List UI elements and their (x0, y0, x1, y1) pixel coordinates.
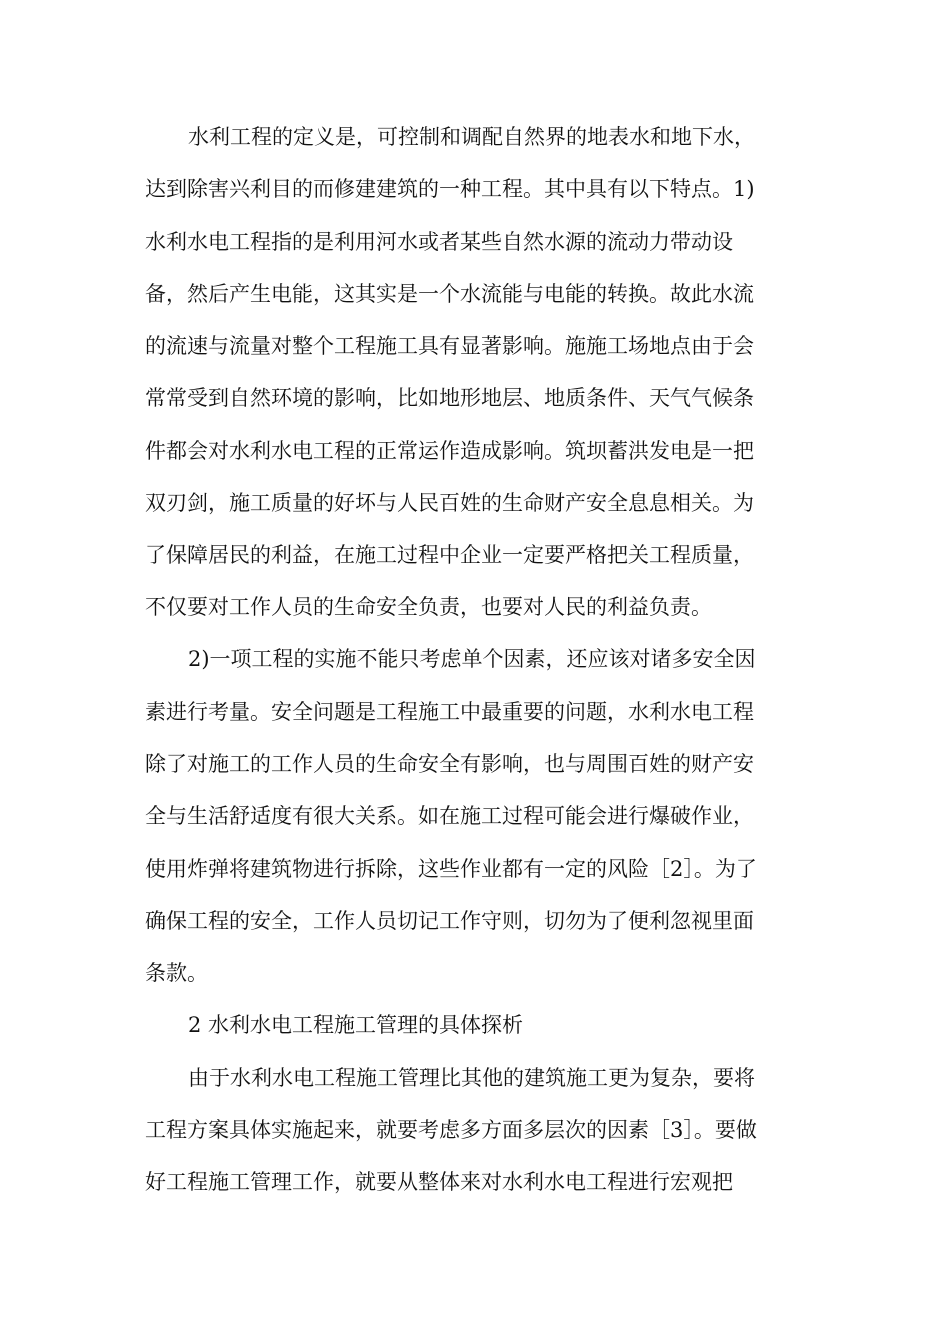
paragraph-3-line-3: 好工程施工管理工作，就要从整体来对水利水电工程进行宏观把 (145, 1170, 733, 1194)
section-heading: 2 水利水电工程施工管理的具体探析 (188, 1013, 524, 1037)
paragraph-2-line-1: 2)一项工程的实施不能只考虑单个因素，还应该对诸多安全因 (188, 647, 756, 671)
paragraph-1-line-10: 不仅要对工作人员的生命安全负责，也要对人民的利益负责。 (145, 595, 712, 619)
paragraph-1-line-6: 常常受到自然环境的影响，比如地形地层、地质条件、天气气候条 (145, 386, 754, 410)
paragraph-1-line-9: 了保障居民的利益，在施工过程中企业一定要严格把关工程质量， (145, 543, 754, 567)
paragraph-1-line-4: 备，然后产生电能，这其实是一个水流能与电能的转换。故此水流 (145, 282, 754, 306)
paragraph-1-line-7: 件都会对水利水电工程的正常运作造成影响。筑坝蓄洪发电是一把 (145, 439, 754, 463)
paragraph-2-line-6: 确保工程的安全，工作人员切记工作守则，切勿为了便利忽视里面 (145, 909, 754, 933)
paragraph-1-line-5: 的流速与流量对整个工程施工具有显著影响。施施工场地点由于会 (145, 334, 754, 358)
paragraph-3-line-1: 由于水利水电工程施工管理比其他的建筑施工更为复杂，要将 (188, 1066, 755, 1090)
paragraph-1-line-2: 达到除害兴利目的而修建建筑的一种工程。其中具有以下特点。1) (145, 177, 755, 201)
paragraph-2-line-2: 素进行考量。安全问题是工程施工中最重要的问题，水利水电工程 (145, 700, 754, 724)
paragraph-2-line-3: 除了对施工的工作人员的生命安全有影响，也与周围百姓的财产安 (145, 752, 754, 776)
paragraph-2-line-5: 使用炸弹将建筑物进行拆除，这些作业都有一定的风险［2］。为了 (145, 857, 757, 881)
paragraph-2-line-4: 全与生活舒适度有很大关系。如在施工过程可能会进行爆破作业， (145, 804, 754, 828)
paragraph-3-line-2: 工程方案具体实施起来，就要考虑多方面多层次的因素［3］。要做 (145, 1118, 757, 1142)
paragraph-2-line-7: 条款。 (145, 961, 208, 985)
paragraph-1-line-1: 水利工程的定义是，可控制和调配自然界的地表水和地下水， (188, 125, 755, 149)
paragraph-1-line-3: 水利水电工程指的是利用河水或者某些自然水源的流动力带动设 (145, 230, 733, 254)
paragraph-1-line-8: 双刃剑，施工质量的好坏与人民百姓的生命财产安全息息相关。为 (145, 491, 754, 515)
